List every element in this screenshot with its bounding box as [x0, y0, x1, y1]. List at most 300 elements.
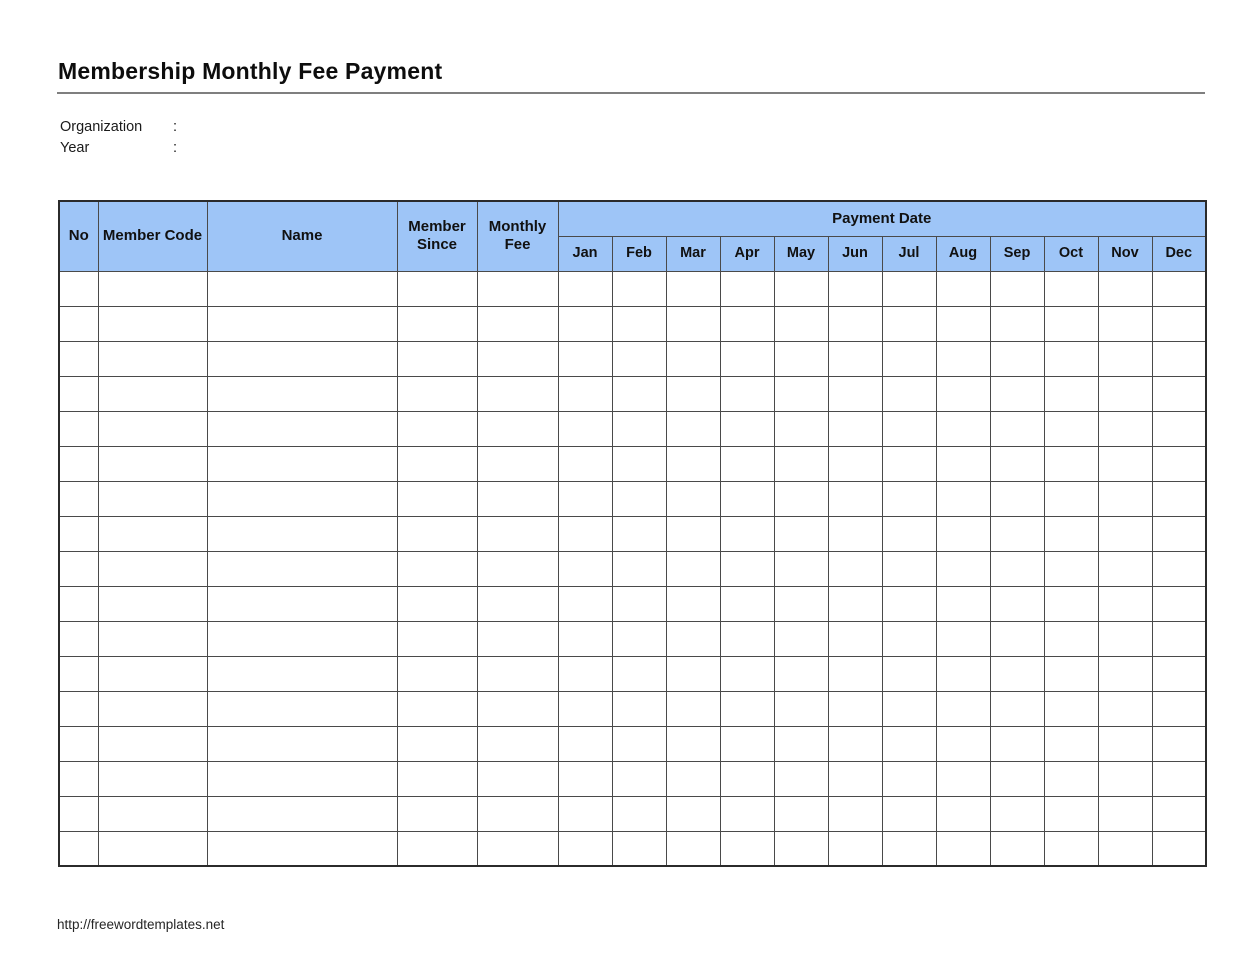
cell-apr — [720, 516, 774, 551]
membership-fee-table — [58, 200, 1207, 867]
cell-aug — [936, 726, 990, 761]
cell-aug — [936, 656, 990, 691]
cell-oct — [1044, 481, 1098, 516]
cell-monthly-fee — [477, 516, 558, 551]
cell-no — [59, 761, 98, 796]
month-header-jan: Jan — [558, 236, 612, 271]
cell-feb — [612, 551, 666, 586]
cell-jul — [882, 796, 936, 831]
cell-jun — [828, 586, 882, 621]
cell-mar — [666, 726, 720, 761]
cell-aug — [936, 796, 990, 831]
table-row — [59, 341, 1206, 376]
month-header-mar: Mar — [666, 236, 720, 271]
cell-aug — [936, 481, 990, 516]
cell-may — [774, 516, 828, 551]
cell-member-code — [98, 306, 207, 341]
cell-member-code — [98, 621, 207, 656]
month-header-dec: Dec — [1152, 236, 1206, 271]
cell-apr — [720, 271, 774, 306]
cell-member-code — [98, 481, 207, 516]
cell-dec — [1152, 586, 1206, 621]
cell-sep — [990, 656, 1044, 691]
cell-monthly-fee — [477, 586, 558, 621]
cell-jan — [558, 341, 612, 376]
header-payment-date: Payment Date — [558, 201, 1206, 236]
cell-sep — [990, 271, 1044, 306]
cell-no — [59, 831, 98, 866]
table-row — [59, 271, 1206, 306]
cell-monthly-fee — [477, 831, 558, 866]
cell-jul — [882, 411, 936, 446]
header-row-top — [59, 201, 1206, 236]
cell-apr — [720, 446, 774, 481]
table-row — [59, 586, 1206, 621]
cell-member-since — [397, 516, 477, 551]
cell-member-since — [397, 306, 477, 341]
cell-may — [774, 691, 828, 726]
cell-mar — [666, 341, 720, 376]
cell-mar — [666, 691, 720, 726]
title-underline — [57, 92, 1205, 94]
cell-oct — [1044, 586, 1098, 621]
cell-name — [207, 411, 397, 446]
cell-no — [59, 341, 98, 376]
cell-sep — [990, 306, 1044, 341]
cell-dec — [1152, 516, 1206, 551]
cell-no — [59, 271, 98, 306]
cell-jul — [882, 516, 936, 551]
cell-may — [774, 761, 828, 796]
cell-oct — [1044, 691, 1098, 726]
cell-nov — [1098, 586, 1152, 621]
cell-may — [774, 341, 828, 376]
cell-aug — [936, 586, 990, 621]
cell-nov — [1098, 341, 1152, 376]
cell-dec — [1152, 481, 1206, 516]
cell-nov — [1098, 796, 1152, 831]
cell-jun — [828, 551, 882, 586]
cell-sep — [990, 446, 1044, 481]
month-header-jul: Jul — [882, 236, 936, 271]
cell-apr — [720, 761, 774, 796]
cell-mar — [666, 621, 720, 656]
table-row — [59, 376, 1206, 411]
cell-nov — [1098, 271, 1152, 306]
cell-jan — [558, 831, 612, 866]
cell-jun — [828, 516, 882, 551]
table-row — [59, 761, 1206, 796]
table-row — [59, 621, 1206, 656]
cell-member-since — [397, 446, 477, 481]
header-monthly-fee: Monthly Fee — [477, 201, 558, 271]
cell-member-since — [397, 271, 477, 306]
cell-sep — [990, 726, 1044, 761]
cell-jan — [558, 411, 612, 446]
year-colon: : — [173, 139, 178, 156]
cell-name — [207, 761, 397, 796]
cell-dec — [1152, 691, 1206, 726]
table-row — [59, 306, 1206, 341]
cell-oct — [1044, 831, 1098, 866]
cell-mar — [666, 446, 720, 481]
cell-dec — [1152, 831, 1206, 866]
table-row — [59, 831, 1206, 866]
header-member-code: Member Code — [98, 201, 207, 271]
cell-monthly-fee — [477, 796, 558, 831]
cell-sep — [990, 586, 1044, 621]
cell-member-since — [397, 761, 477, 796]
cell-monthly-fee — [477, 481, 558, 516]
cell-dec — [1152, 376, 1206, 411]
cell-apr — [720, 306, 774, 341]
cell-apr — [720, 341, 774, 376]
cell-jul — [882, 656, 936, 691]
cell-apr — [720, 831, 774, 866]
cell-oct — [1044, 376, 1098, 411]
cell-jun — [828, 306, 882, 341]
cell-may — [774, 656, 828, 691]
cell-member-since — [397, 376, 477, 411]
cell-nov — [1098, 761, 1152, 796]
cell-member-code — [98, 831, 207, 866]
cell-monthly-fee — [477, 621, 558, 656]
table-row — [59, 481, 1206, 516]
cell-monthly-fee — [477, 761, 558, 796]
cell-may — [774, 376, 828, 411]
organization-colon: : — [173, 118, 178, 135]
cell-member-since — [397, 586, 477, 621]
cell-jun — [828, 761, 882, 796]
cell-apr — [720, 586, 774, 621]
cell-jul — [882, 551, 936, 586]
cell-feb — [612, 376, 666, 411]
cell-nov — [1098, 481, 1152, 516]
cell-may — [774, 446, 828, 481]
cell-nov — [1098, 516, 1152, 551]
cell-member-since — [397, 726, 477, 761]
cell-jul — [882, 481, 936, 516]
cell-feb — [612, 411, 666, 446]
cell-sep — [990, 481, 1044, 516]
cell-no — [59, 796, 98, 831]
cell-no — [59, 411, 98, 446]
cell-mar — [666, 481, 720, 516]
organization-row — [60, 116, 385, 137]
cell-may — [774, 306, 828, 341]
cell-nov — [1098, 376, 1152, 411]
cell-dec — [1152, 446, 1206, 481]
cell-aug — [936, 761, 990, 796]
cell-oct — [1044, 271, 1098, 306]
cell-feb — [612, 341, 666, 376]
organization-label: Organization — [60, 118, 143, 135]
cell-apr — [720, 481, 774, 516]
cell-jan — [558, 306, 612, 341]
cell-feb — [612, 586, 666, 621]
page-title: Membership Monthly Fee Payment — [58, 58, 443, 84]
cell-jan — [558, 551, 612, 586]
cell-no — [59, 516, 98, 551]
cell-monthly-fee — [477, 271, 558, 306]
cell-oct — [1044, 761, 1098, 796]
cell-no — [59, 481, 98, 516]
table-row — [59, 446, 1206, 481]
table-row — [59, 656, 1206, 691]
cell-monthly-fee — [477, 656, 558, 691]
year-row — [60, 137, 385, 158]
cell-dec — [1152, 551, 1206, 586]
cell-jan — [558, 271, 612, 306]
cell-may — [774, 796, 828, 831]
table-row — [59, 551, 1206, 586]
cell-jul — [882, 306, 936, 341]
table-row — [59, 411, 1206, 446]
cell-name — [207, 271, 397, 306]
cell-jun — [828, 831, 882, 866]
cell-no — [59, 691, 98, 726]
cell-nov — [1098, 691, 1152, 726]
cell-feb — [612, 306, 666, 341]
cell-may — [774, 551, 828, 586]
cell-oct — [1044, 621, 1098, 656]
cell-may — [774, 621, 828, 656]
cell-nov — [1098, 831, 1152, 866]
cell-jul — [882, 761, 936, 796]
cell-member-since — [397, 341, 477, 376]
cell-member-code — [98, 446, 207, 481]
cell-feb — [612, 726, 666, 761]
cell-member-since — [397, 796, 477, 831]
table-header — [59, 201, 1206, 271]
cell-member-code — [98, 341, 207, 376]
cell-nov — [1098, 621, 1152, 656]
cell-jan — [558, 446, 612, 481]
cell-member-code — [98, 376, 207, 411]
month-header-feb: Feb — [612, 236, 666, 271]
cell-oct — [1044, 516, 1098, 551]
cell-apr — [720, 411, 774, 446]
cell-nov — [1098, 726, 1152, 761]
cell-dec — [1152, 621, 1206, 656]
cell-no — [59, 446, 98, 481]
header-no: No — [59, 201, 98, 271]
cell-aug — [936, 551, 990, 586]
cell-may — [774, 831, 828, 866]
header-name: Name — [207, 201, 397, 271]
cell-name — [207, 446, 397, 481]
cell-no — [59, 586, 98, 621]
cell-member-code — [98, 726, 207, 761]
cell-feb — [612, 271, 666, 306]
cell-member-code — [98, 761, 207, 796]
cell-jan — [558, 516, 612, 551]
cell-nov — [1098, 446, 1152, 481]
header-member-since: Member Since — [397, 201, 477, 271]
cell-sep — [990, 831, 1044, 866]
cell-dec — [1152, 411, 1206, 446]
cell-jan — [558, 761, 612, 796]
cell-aug — [936, 516, 990, 551]
cell-mar — [666, 586, 720, 621]
cell-oct — [1044, 341, 1098, 376]
cell-monthly-fee — [477, 376, 558, 411]
cell-sep — [990, 691, 1044, 726]
cell-apr — [720, 726, 774, 761]
cell-member-code — [98, 411, 207, 446]
cell-member-since — [397, 481, 477, 516]
cell-aug — [936, 271, 990, 306]
cell-no — [59, 376, 98, 411]
cell-name — [207, 656, 397, 691]
month-header-apr: Apr — [720, 236, 774, 271]
cell-sep — [990, 621, 1044, 656]
cell-mar — [666, 551, 720, 586]
cell-jul — [882, 446, 936, 481]
cell-mar — [666, 306, 720, 341]
cell-monthly-fee — [477, 306, 558, 341]
cell-mar — [666, 271, 720, 306]
cell-may — [774, 481, 828, 516]
cell-oct — [1044, 656, 1098, 691]
cell-jan — [558, 481, 612, 516]
cell-aug — [936, 691, 990, 726]
cell-oct — [1044, 796, 1098, 831]
cell-jun — [828, 376, 882, 411]
cell-jul — [882, 271, 936, 306]
cell-mar — [666, 656, 720, 691]
cell-no — [59, 551, 98, 586]
cell-member-since — [397, 621, 477, 656]
cell-member-code — [98, 796, 207, 831]
cell-monthly-fee — [477, 691, 558, 726]
month-header-oct: Oct — [1044, 236, 1098, 271]
cell-jun — [828, 726, 882, 761]
cell-mar — [666, 411, 720, 446]
cell-feb — [612, 621, 666, 656]
cell-apr — [720, 691, 774, 726]
cell-sep — [990, 516, 1044, 551]
info-block — [60, 116, 385, 158]
cell-jun — [828, 271, 882, 306]
cell-dec — [1152, 271, 1206, 306]
cell-jul — [882, 341, 936, 376]
cell-aug — [936, 411, 990, 446]
cell-sep — [990, 761, 1044, 796]
cell-jan — [558, 691, 612, 726]
cell-may — [774, 411, 828, 446]
cell-name — [207, 306, 397, 341]
cell-mar — [666, 796, 720, 831]
cell-mar — [666, 516, 720, 551]
cell-dec — [1152, 726, 1206, 761]
cell-no — [59, 306, 98, 341]
cell-jan — [558, 586, 612, 621]
table-row — [59, 726, 1206, 761]
cell-aug — [936, 376, 990, 411]
cell-member-code — [98, 516, 207, 551]
cell-aug — [936, 831, 990, 866]
cell-jun — [828, 621, 882, 656]
cell-name — [207, 551, 397, 586]
cell-aug — [936, 621, 990, 656]
cell-monthly-fee — [477, 446, 558, 481]
table-body — [59, 271, 1206, 866]
cell-member-code — [98, 586, 207, 621]
cell-dec — [1152, 761, 1206, 796]
cell-monthly-fee — [477, 411, 558, 446]
month-header-jun: Jun — [828, 236, 882, 271]
cell-aug — [936, 446, 990, 481]
footer-url-link[interactable]: http://freewordtemplates.net — [57, 917, 225, 932]
cell-feb — [612, 831, 666, 866]
cell-monthly-fee — [477, 726, 558, 761]
table-row — [59, 691, 1206, 726]
cell-monthly-fee — [477, 551, 558, 586]
cell-sep — [990, 341, 1044, 376]
cell-feb — [612, 691, 666, 726]
cell-nov — [1098, 411, 1152, 446]
cell-apr — [720, 621, 774, 656]
cell-feb — [612, 761, 666, 796]
cell-feb — [612, 796, 666, 831]
cell-member-code — [98, 271, 207, 306]
month-header-may: May — [774, 236, 828, 271]
cell-jan — [558, 376, 612, 411]
cell-name — [207, 796, 397, 831]
cell-monthly-fee — [477, 341, 558, 376]
cell-may — [774, 726, 828, 761]
cell-name — [207, 726, 397, 761]
fee-table-wrap — [58, 200, 1207, 867]
cell-member-code — [98, 656, 207, 691]
cell-apr — [720, 656, 774, 691]
cell-aug — [936, 306, 990, 341]
cell-no — [59, 656, 98, 691]
cell-member-since — [397, 831, 477, 866]
cell-name — [207, 691, 397, 726]
cell-jul — [882, 621, 936, 656]
cell-jun — [828, 691, 882, 726]
cell-dec — [1152, 341, 1206, 376]
cell-feb — [612, 516, 666, 551]
cell-member-since — [397, 411, 477, 446]
cell-jun — [828, 341, 882, 376]
cell-member-code — [98, 691, 207, 726]
cell-name — [207, 481, 397, 516]
month-header-aug: Aug — [936, 236, 990, 271]
cell-name — [207, 341, 397, 376]
cell-apr — [720, 376, 774, 411]
table-row — [59, 796, 1206, 831]
cell-oct — [1044, 551, 1098, 586]
cell-jul — [882, 376, 936, 411]
cell-name — [207, 621, 397, 656]
cell-sep — [990, 796, 1044, 831]
cell-jul — [882, 586, 936, 621]
cell-jan — [558, 656, 612, 691]
cell-sep — [990, 551, 1044, 586]
cell-sep — [990, 411, 1044, 446]
cell-oct — [1044, 306, 1098, 341]
cell-jul — [882, 831, 936, 866]
cell-member-since — [397, 656, 477, 691]
cell-oct — [1044, 446, 1098, 481]
cell-jun — [828, 481, 882, 516]
month-header-sep: Sep — [990, 236, 1044, 271]
cell-oct — [1044, 411, 1098, 446]
year-label: Year — [60, 139, 90, 156]
